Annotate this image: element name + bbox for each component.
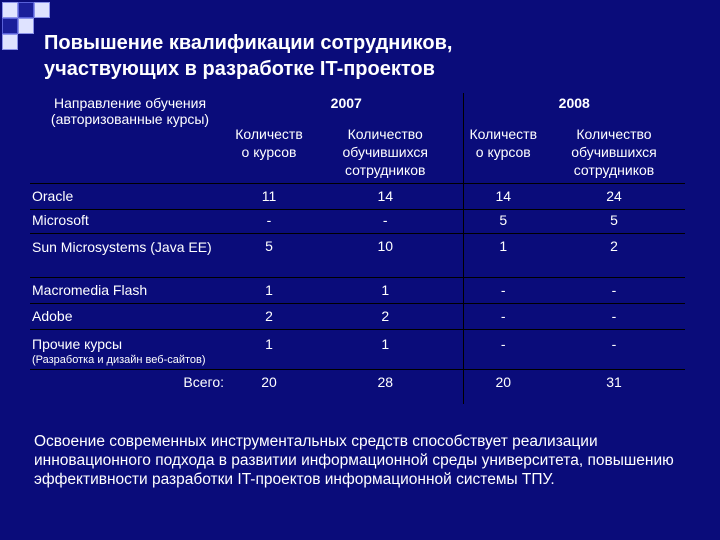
corner-header-cell: Направление обучения (авторизованные курсы) — [50, 95, 210, 127]
training-table — [30, 93, 685, 404]
cell-trained-2008: 24 — [543, 184, 685, 210]
slide-title — [44, 30, 684, 82]
cell-trained-2007: 2 — [308, 304, 463, 330]
year-2007-header: 2007 — [330, 95, 362, 111]
table-row — [30, 184, 685, 210]
cell-courses-2007: 2 — [230, 304, 308, 330]
total-courses-2007: 20 — [230, 370, 308, 404]
col-courses-2008-header: Количеств о курсов — [463, 117, 543, 184]
cell-courses-2007: 11 — [230, 184, 308, 210]
cell-trained-2007: 14 — [308, 184, 463, 210]
total-trained-2007: 28 — [308, 370, 463, 404]
row-label: Adobe — [30, 304, 230, 330]
header-row-years — [30, 93, 685, 117]
cell-courses-2007: 5 — [230, 234, 308, 278]
slide-title-line-1: Повышение квалификации сотрудников, — [44, 32, 453, 54]
cell-courses-2008: - — [463, 304, 543, 330]
cell-courses-2007: 1 — [230, 278, 308, 304]
row-label: Macromedia Flash — [30, 278, 230, 304]
total-label: Всего: — [30, 370, 230, 404]
row-label-note: (Разработка и дизайн веб-сайтов) — [32, 354, 206, 366]
row-label — [30, 330, 230, 370]
cell-trained-2008: 2 — [543, 234, 685, 278]
total-trained-2008: 31 — [543, 370, 685, 404]
slide-title-line-2: участвующих в разработке IT-проектов — [44, 58, 435, 80]
cell-trained-2008: - — [543, 330, 685, 370]
cell-trained-2008: 5 — [543, 210, 685, 234]
table-row — [30, 330, 685, 370]
col-trained-2008-header: Количество обучившихся сотрудников — [571, 126, 657, 178]
col-courses-2007-header: Количеств о курсов — [235, 126, 303, 160]
cell-courses-2008: 14 — [463, 184, 543, 210]
cell-trained-2007: 1 — [308, 330, 463, 370]
cell-trained-2007: 1 — [308, 278, 463, 304]
total-row — [30, 370, 685, 404]
row-label-main: Прочие курсы — [32, 336, 123, 352]
cell-courses-2008: 5 — [463, 210, 543, 234]
row-label: Microsoft — [30, 210, 230, 234]
col-trained-2007-header: Количество обучившихся сотрудников — [342, 126, 429, 178]
table-row — [30, 234, 685, 278]
cell-courses-2007: 1 — [230, 330, 308, 370]
year-2008-header: 2008 — [463, 93, 685, 117]
row-label: Oracle — [30, 184, 230, 210]
row-label: Sun Microsystems (Java EE) — [30, 234, 230, 278]
cell-trained-2007: - — [308, 210, 463, 234]
total-courses-2008: 20 — [463, 370, 543, 404]
cell-trained-2008: - — [543, 278, 685, 304]
cell-courses-2007: - — [230, 210, 308, 234]
table-row — [30, 278, 685, 304]
table-row — [30, 304, 685, 330]
cell-courses-2008: 1 — [463, 234, 543, 278]
cell-courses-2008: - — [463, 278, 543, 304]
cell-courses-2008: - — [463, 330, 543, 370]
cell-trained-2008: - — [543, 304, 685, 330]
table-row — [30, 210, 685, 234]
cell-trained-2007: 10 — [308, 234, 463, 278]
footer-paragraph: Освоение современных инструментальных средств способствует реализации инновационного подхода в развитии информационной среды университета, повышению эффективности разработки IT-проектов информационной системы ТПУ. — [34, 433, 674, 488]
